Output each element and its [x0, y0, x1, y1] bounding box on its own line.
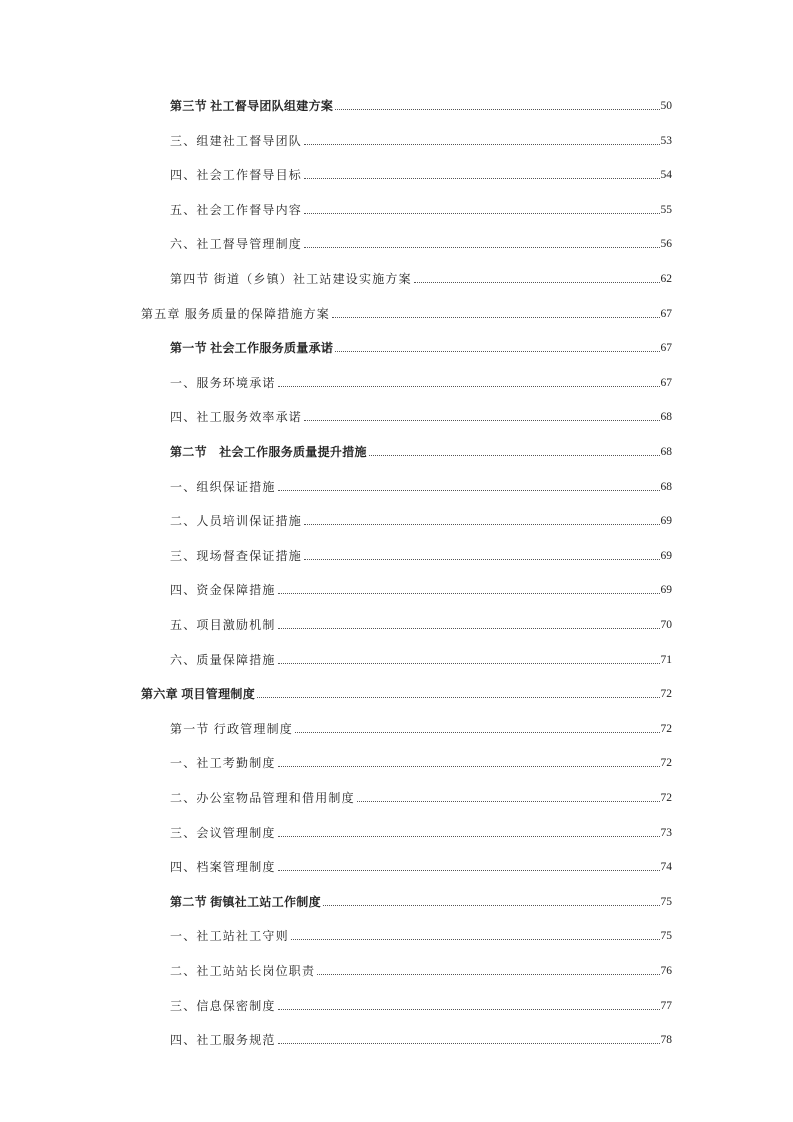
toc-entry[interactable] — [170, 892, 672, 910]
toc-entry-page: 72 — [660, 792, 672, 804]
dot-leader — [278, 1042, 660, 1044]
dot-leader — [278, 835, 660, 837]
toc-entry[interactable] — [170, 580, 672, 598]
dot-leader — [304, 419, 659, 421]
toc-entry-page: 77 — [660, 999, 672, 1012]
toc-entry[interactable] — [170, 996, 672, 1014]
toc-entry-page: 50 — [660, 100, 672, 112]
toc-entry-page: 67 — [660, 307, 672, 320]
toc-entry[interactable] — [170, 650, 672, 668]
toc-entry-page: 78 — [660, 1034, 672, 1047]
dot-leader — [278, 489, 660, 491]
toc-entry-page: 72 — [660, 722, 672, 735]
dot-leader — [304, 523, 659, 525]
toc-entry[interactable] — [170, 719, 672, 737]
toc-entry-page: 53 — [660, 134, 672, 147]
toc-entry-title: 四、资金保障措施 — [170, 583, 276, 598]
toc-entry-title: 六、社工督导管理制度 — [170, 237, 303, 252]
toc-entry-title: 第一节 社会工作服务质量承诺 — [170, 341, 334, 356]
toc-entry-page: 54 — [660, 169, 672, 182]
toc-entry-title: 一、社工考勤制度 — [170, 756, 276, 771]
toc-entry[interactable] — [170, 615, 672, 633]
toc-entry-title: 三、现场督查保证措施 — [170, 548, 303, 563]
toc-entry-title: 第四节 街道（乡镇）社工站建设实施方案 — [170, 272, 412, 286]
toc-entry[interactable] — [170, 788, 672, 806]
toc-entry-page: 69 — [660, 549, 672, 562]
toc-entry-title: 第三节 社工督导团队组建方案 — [170, 99, 334, 113]
toc-entry-title: 一、社工站社工守则 — [170, 929, 289, 944]
dot-leader — [335, 350, 659, 352]
toc-entry[interactable] — [170, 407, 672, 425]
toc-entry-page: 72 — [660, 757, 672, 770]
toc-entry-title: 第二节 街镇社工站工作制度 — [170, 894, 321, 909]
toc-entry-title: 第二节 社会工作服务质量提升措施 — [170, 445, 367, 459]
toc-entry-page: 68 — [660, 411, 672, 424]
toc-entry[interactable] — [170, 373, 672, 391]
toc-entry[interactable] — [170, 477, 672, 495]
dot-leader — [278, 765, 660, 767]
dot-leader — [291, 938, 660, 940]
toc-entry-title: 五、社会工作督导内容 — [170, 202, 303, 217]
toc-entry-page: 73 — [660, 826, 672, 839]
toc-entry[interactable] — [170, 338, 672, 356]
toc-entry-title: 四、社工服务规范 — [170, 1033, 276, 1048]
toc-entry[interactable] — [170, 1030, 672, 1048]
toc-entry[interactable] — [170, 511, 672, 529]
toc-entry[interactable] — [170, 926, 672, 944]
dot-leader — [357, 800, 660, 802]
toc-entry-title: 一、服务环境承诺 — [170, 375, 276, 390]
toc-entry[interactable] — [170, 546, 672, 564]
toc-entry-page: 75 — [660, 930, 672, 943]
toc-entry[interactable] — [170, 234, 672, 252]
dot-leader — [278, 592, 660, 594]
toc-entry-page: 71 — [660, 653, 672, 666]
toc-entry[interactable] — [170, 200, 672, 218]
dot-leader — [278, 627, 660, 629]
toc-entry-page: 56 — [660, 238, 672, 251]
dot-leader — [304, 177, 659, 179]
dot-leader — [257, 696, 659, 698]
toc-entry[interactable] — [170, 96, 672, 114]
toc-entry-title: 第五章 服务质量的保障措施方案 — [141, 306, 331, 321]
dot-leader — [304, 143, 659, 145]
dot-leader — [369, 454, 660, 456]
toc-entry[interactable] — [170, 753, 672, 771]
toc-entry-page: 75 — [660, 895, 672, 908]
toc-entry-page: 67 — [660, 342, 672, 355]
toc-entry-title: 第六章 项目管理制度 — [141, 687, 256, 702]
toc-entry-page: 62 — [660, 273, 672, 285]
toc-entry-page: 67 — [660, 376, 672, 389]
toc-entry-page: 55 — [660, 203, 672, 216]
toc-entry-title: 三、会议管理制度 — [170, 825, 276, 840]
toc-entry-title: 四、社工服务效率承诺 — [170, 410, 303, 425]
toc-entry-title: 二、社工站站长岗位职责 — [170, 964, 316, 978]
toc-entry[interactable] — [170, 857, 672, 875]
toc-entry[interactable] — [170, 442, 672, 460]
toc-entry-page: 70 — [660, 619, 672, 631]
dot-leader — [335, 108, 659, 110]
dot-leader — [278, 1008, 660, 1010]
toc-entry[interactable] — [170, 823, 672, 841]
toc-entry-page: 69 — [660, 584, 672, 597]
toc-entry-title: 三、组建社工督导团队 — [170, 133, 303, 148]
toc-entry-title: 三、信息保密制度 — [170, 998, 276, 1013]
toc-entry-title: 二、人员培训保证措施 — [170, 514, 303, 529]
dot-leader — [332, 316, 659, 318]
toc-entry-page: 76 — [660, 965, 672, 977]
toc-entry-title: 第一节 行政管理制度 — [170, 721, 294, 736]
toc-entry-title: 五、项目激励机制 — [170, 618, 276, 632]
toc-entry-page: 74 — [660, 861, 672, 874]
dot-leader — [278, 869, 660, 871]
toc-entry-page: 68 — [660, 480, 672, 493]
toc-entry[interactable] — [170, 165, 672, 183]
toc-entry-title: 四、档案管理制度 — [170, 860, 276, 875]
toc-entry[interactable] — [170, 961, 672, 979]
toc-entry-page: 69 — [660, 515, 672, 528]
dot-leader — [317, 973, 659, 975]
dot-leader — [304, 558, 659, 560]
dot-leader — [278, 662, 660, 664]
dot-leader — [304, 246, 659, 248]
toc-entry-title: 二、办公室物品管理和借用制度 — [170, 791, 355, 805]
dot-leader — [323, 904, 660, 906]
toc-entry-title: 四、社会工作督导目标 — [170, 168, 303, 183]
toc-entry[interactable] — [141, 304, 672, 322]
toc-entry[interactable] — [141, 684, 672, 702]
dot-leader — [304, 212, 659, 214]
toc-entry-page: 68 — [660, 446, 672, 458]
toc-entry-title: 一、组织保证措施 — [170, 479, 276, 494]
dot-leader — [414, 281, 660, 283]
dot-leader — [295, 731, 659, 733]
toc-entry[interactable] — [170, 131, 672, 149]
toc-entry[interactable] — [170, 269, 672, 287]
dot-leader — [278, 385, 660, 387]
toc-entry-page: 72 — [660, 688, 672, 701]
toc-entry-title: 六、质量保障措施 — [170, 652, 276, 667]
